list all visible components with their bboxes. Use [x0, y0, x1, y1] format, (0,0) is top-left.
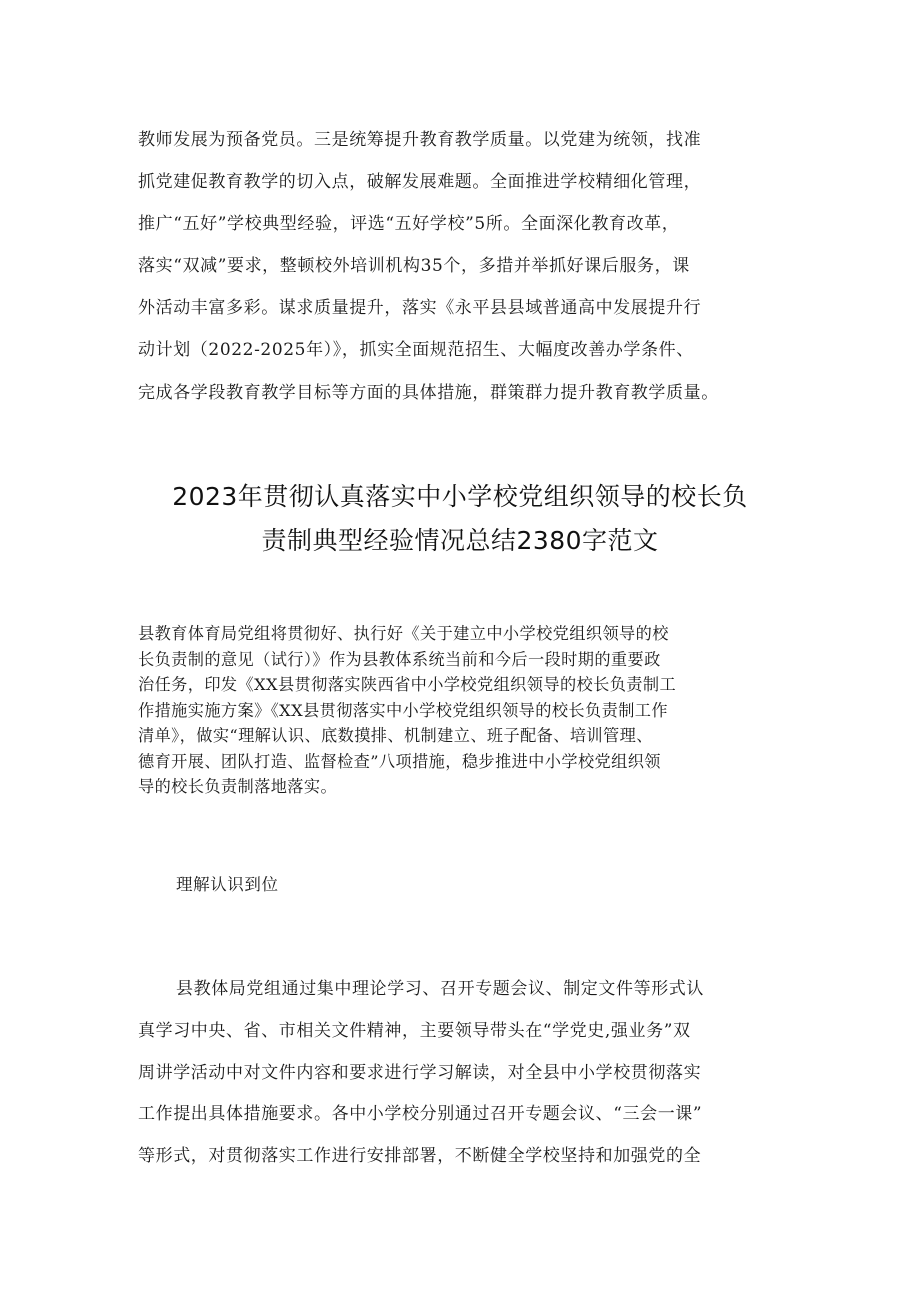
text-line: 德育开展、团队打造、监督检查”八项措施，稳步推进中小学校党组织领 — [138, 751, 661, 771]
text-line: 周讲学活动中对文件内容和要求进行学习解读，对全县中小学校贯彻落实 — [138, 1062, 702, 1083]
text-line: 推广“五好”学校典型经验，评选“五好学校”5所。全面深化教育改革， — [138, 214, 680, 235]
text-line: 长负责制的意见（试行）》作为县教体系统当前和今后一段时期的重要政 — [138, 649, 661, 669]
text-line: 外活动丰富多彩。谋求质量提升，落实《永平县县域普通高中发展提升行 — [138, 298, 702, 319]
body-paragraph — [138, 969, 798, 1178]
text-line: 作措施实施方案》《XX县贯彻落实中小学校党组织领导的校长负责制工作 — [138, 700, 668, 720]
text-line: 完成各学段教育教学目标等方面的具体措施，群策群力提升教育教学质量。 — [138, 382, 719, 403]
text-line: 县教育体育局党组将贯彻好、执行好《关于建立中小学校党组织领导的校 — [138, 624, 669, 643]
section-heading: 理解认识到位 — [176, 875, 279, 894]
text-line: 教师发展为预备党员。三是统筹提升教育教学质量。以党建为统领，找准 — [138, 130, 702, 150]
text-line: 真学习中央、省、市相关文件精神，主要领导带头在“学党史,强业务”双 — [138, 1020, 691, 1041]
text-line: 清单》，做实“理解认识、底数摸排、机制建立、班子配备、培训管理、 — [138, 726, 653, 745]
intro-paragraph — [138, 621, 798, 800]
text-line: 动计划（2022-2025年）》，抓实全面规范招生、大幅度改善办学条件、 — [138, 340, 694, 361]
paragraph-continued — [138, 119, 798, 414]
text-line: 抓党建促教育教学的切入点，破解发展难题。全面推进学校精细化管理， — [138, 172, 702, 193]
document-title — [80, 475, 840, 563]
text-line: 治任务，印发《XX县贯彻落实陕西省中小学校党组织领导的校长负责制工 — [138, 675, 677, 694]
text-line: 等形式，对贯彻落实工作进行安排部署，不断健全学校坚持和加强党的全 — [138, 1146, 702, 1167]
title-line: 责制典型经验情况总结2380字范文 — [261, 526, 659, 555]
text-line: 落实“双减”要求，整顿校外培训机构35个，多措并举抓好课后服务，课 — [138, 256, 690, 277]
text-line: 导的校长负责制落地落实。 — [138, 777, 338, 796]
text-line: 县教体局党组通过集中理论学习、召开专题会议、制定文件等形式认 — [176, 979, 704, 999]
text-line: 工作提出具体措施要求。各中小学校分别通过召开专题会议、“三会一课” — [138, 1104, 703, 1125]
title-line: 2023年贯彻认真落实中小学校党组织领导的校长负 — [172, 482, 748, 511]
